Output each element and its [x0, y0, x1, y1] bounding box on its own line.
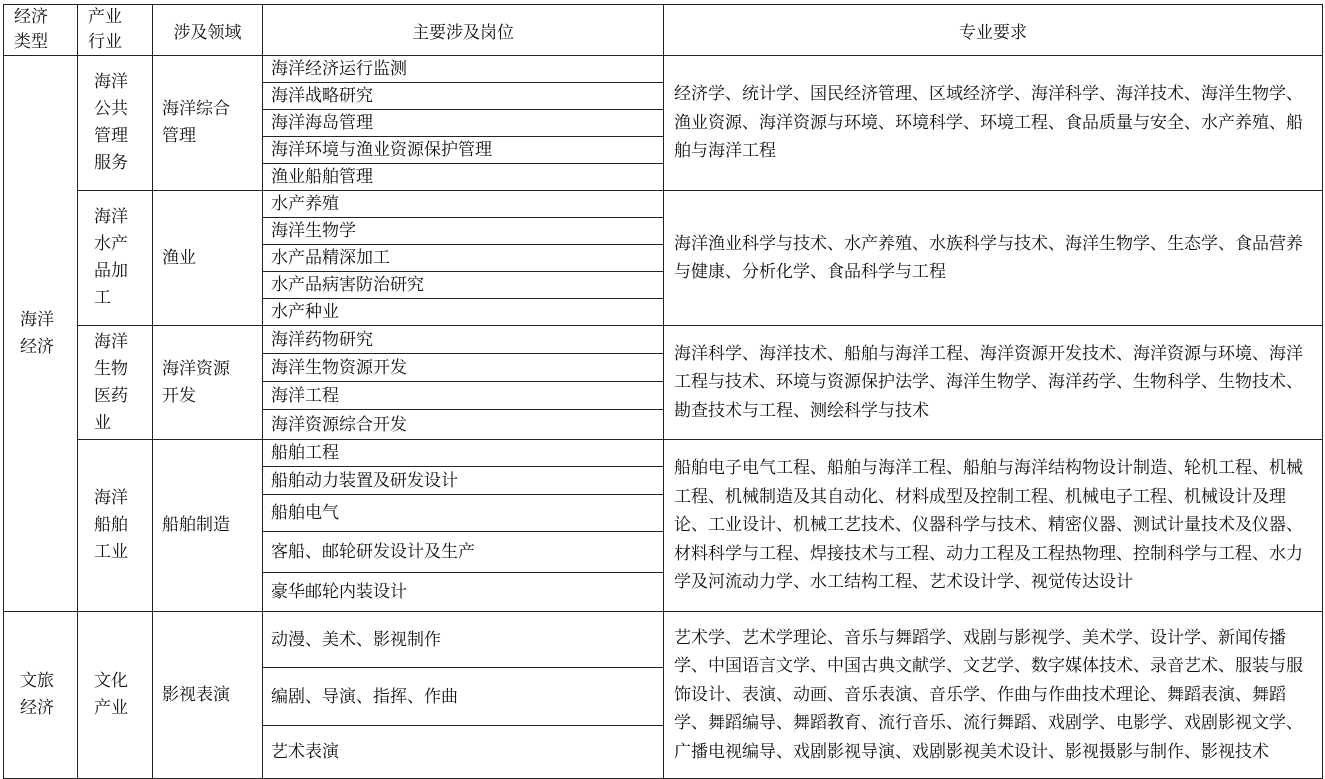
post-cell: 船舶动力装置及研发设计 — [263, 467, 664, 495]
industry-cell: 海洋 水产 品加 工 — [78, 191, 153, 326]
table-row — [4, 326, 1323, 354]
industry-cell: 海洋 公共 管理 服务 — [78, 56, 153, 191]
field-cell: 船舶制造 — [153, 440, 263, 612]
post-cell: 海洋生物学 — [263, 218, 664, 245]
post-cell: 水产养殖 — [263, 191, 664, 218]
field-cell: 渔业 — [153, 191, 263, 326]
table-row — [4, 612, 1323, 668]
post-cell: 艺术表演 — [263, 726, 664, 779]
table-row — [4, 440, 1323, 467]
requirements-cell: 艺术学、艺术学理论、音乐与舞蹈学、戏剧与影视学、美术学、设计学、新闻传播学、中国语言文学、中国古典文献学、文艺学、数字媒体技术、录音艺术、服装与服饰设计、表演、动画、音乐表演、音乐学、作曲与作曲技术理论、舞蹈表演、舞蹈学、舞蹈编导、舞蹈教育、流行音乐、流行舞蹈、戏剧学、电影学、戏剧影视文学、广播电视编导、戏剧影视导演、戏剧影视美术设计、影视摄影与制作、影视技术 — [664, 612, 1323, 779]
table-row — [4, 56, 1323, 83]
post-cell: 水产品精深加工 — [263, 245, 664, 272]
post-cell: 船舶电气 — [263, 495, 664, 532]
industry-cell: 海洋 船舶 工业 — [78, 440, 153, 612]
post-cell: 海洋经济运行监测 — [263, 56, 664, 83]
table-row — [4, 191, 1323, 218]
post-cell: 动漫、美术、影视制作 — [263, 612, 664, 668]
requirements-cell: 经济学、统计学、国民经济管理、区域经济学、海洋科学、海洋技术、海洋生物学、渔业资源、海洋资源与环境、环境科学、环境工程、食品质量与安全、水产养殖、船舶与海洋工程 — [664, 56, 1323, 191]
post-cell: 海洋生物资源开发 — [263, 354, 664, 382]
field-cell: 海洋资源 开发 — [153, 326, 263, 440]
talent-requirements-table — [3, 4, 1323, 779]
post-cell: 水产种业 — [263, 299, 664, 326]
post-cell: 海洋战略研究 — [263, 83, 664, 110]
post-cell: 客船、邮轮研发设计及生产 — [263, 532, 664, 573]
header-economy-type: 经济 类型 — [4, 5, 78, 56]
industry-cell: 文化 产业 — [78, 612, 153, 779]
header-posts: 主要涉及岗位 — [263, 5, 664, 56]
header-industry: 产业 行业 — [78, 5, 153, 56]
economy-type-culture: 文旅 经济 — [4, 612, 78, 779]
requirements-cell: 船舶电子电气工程、船舶与海洋工程、船舶与海洋结构物设计制造、轮机工程、机械工程、机械制造及其自动化、材料成型及控制工程、机械电子工程、机械设计及理论、工业设计、机械工艺技术、仪器科学与技术、精密仪器、测试计量技术及仪器、材料科学与工程、焊接技术与工程、动力工程及工程热物理、控制科学与工程、水力学及河流动力学、水工结构工程、艺术设计学、视觉传达设计 — [664, 440, 1323, 612]
economy-type-marine: 海洋 经济 — [4, 56, 78, 612]
industry-cell: 海洋 生物 医药 业 — [78, 326, 153, 440]
header-requirements: 专业要求 — [664, 5, 1323, 56]
post-cell: 海洋环境与渔业资源保护管理 — [263, 137, 664, 164]
header-field: 涉及领域 — [153, 5, 263, 56]
post-cell: 海洋海岛管理 — [263, 110, 664, 137]
post-cell: 豪华邮轮内装设计 — [263, 573, 664, 612]
post-cell: 海洋资源综合开发 — [263, 410, 664, 440]
field-cell: 影视表演 — [153, 612, 263, 779]
post-cell: 编剧、导演、指挥、作曲 — [263, 668, 664, 726]
post-cell: 船舶工程 — [263, 440, 664, 467]
post-cell: 海洋工程 — [263, 382, 664, 410]
post-cell: 水产品病害防治研究 — [263, 272, 664, 299]
post-cell: 渔业船舶管理 — [263, 164, 664, 191]
table-header-row — [4, 5, 1323, 56]
requirements-cell: 海洋渔业科学与技术、水产养殖、水族科学与技术、海洋生物学、生态学、食品营养与健康、分析化学、食品科学与工程 — [664, 191, 1323, 326]
post-cell: 海洋药物研究 — [263, 326, 664, 354]
field-cell: 海洋综合 管理 — [153, 56, 263, 191]
requirements-cell: 海洋科学、海洋技术、船舶与海洋工程、海洋资源开发技术、海洋资源与环境、海洋工程与技术、环境与资源保护法学、海洋生物学、海洋药学、生物科学、生物技术、勘查技术与工程、测绘科学与技术 — [664, 326, 1323, 440]
